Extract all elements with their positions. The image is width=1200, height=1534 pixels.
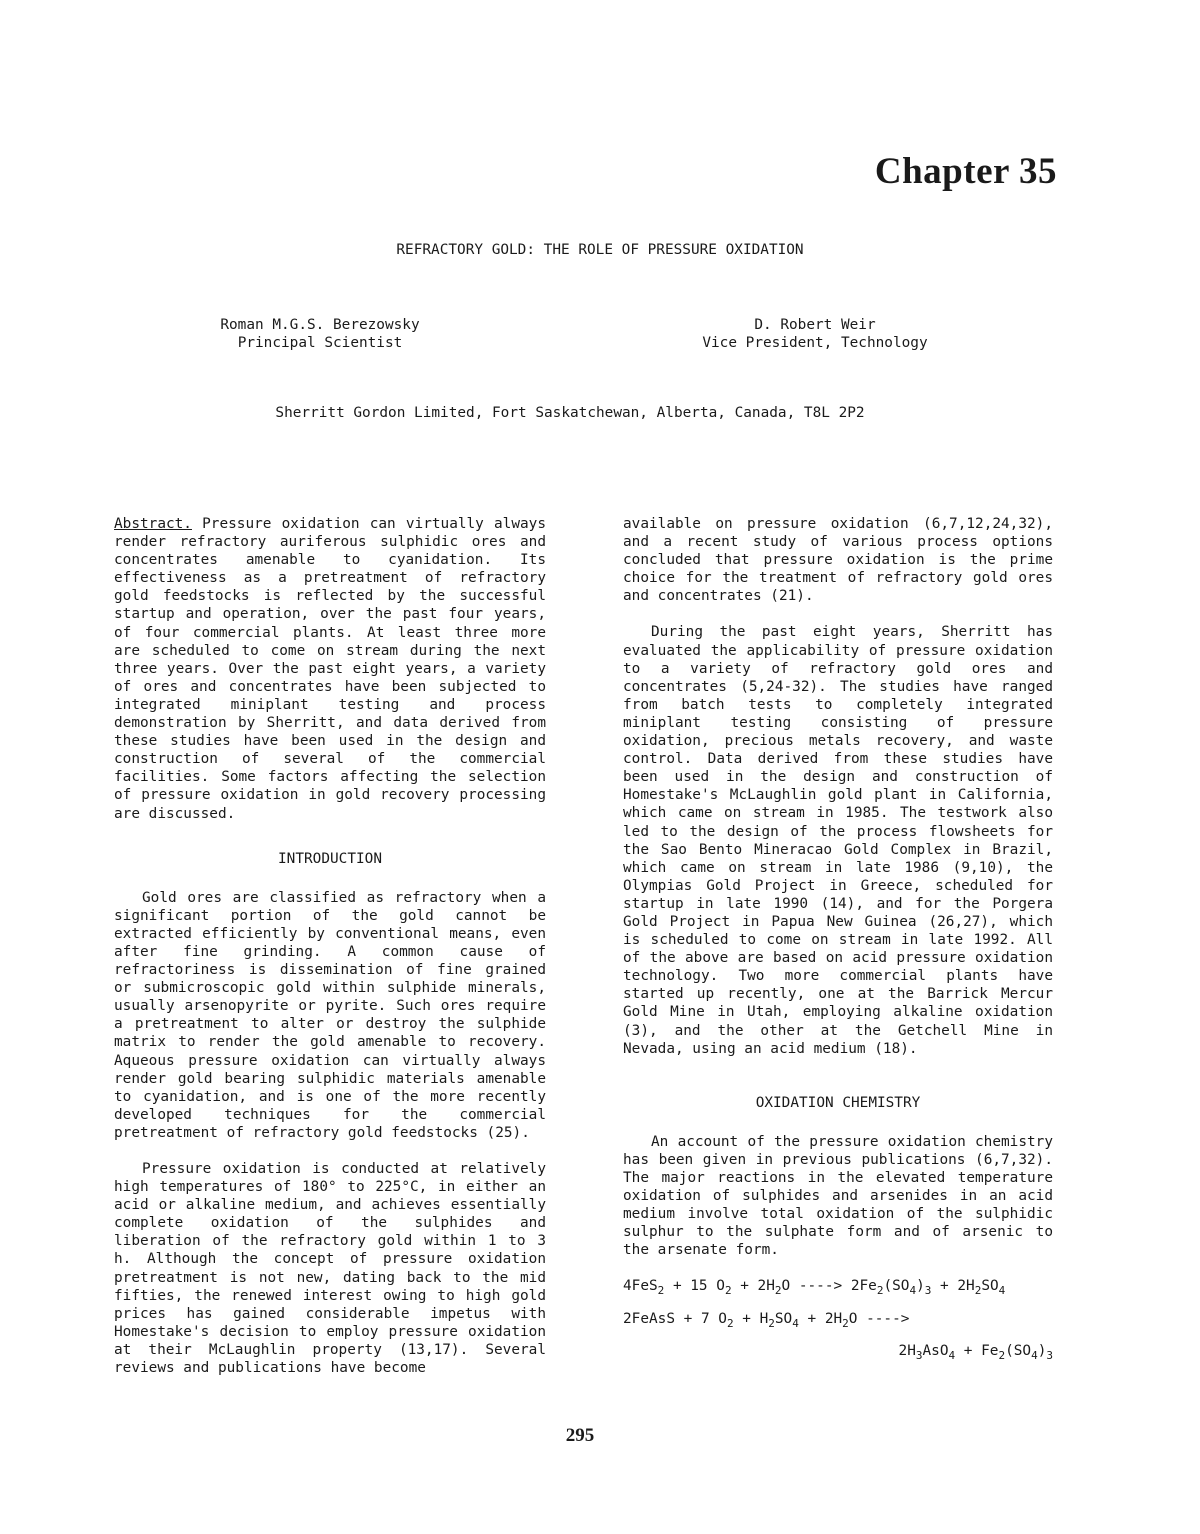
author-name: Roman M.G.S. Berezowsky [220, 317, 420, 333]
section-heading-introduction: INTRODUCTION [278, 850, 382, 867]
page-number: 295 [565, 1425, 595, 1446]
chapter-label: Chapter 35 [874, 151, 1057, 192]
author-role: Principal Scientist [237, 335, 403, 352]
right-column [623, 515, 1053, 1360]
abstract [114, 515, 546, 823]
author-block-1 [190, 316, 450, 352]
paper-title: REFRACTORY GOLD: THE ROLE OF PRESSURE OXIDATION [396, 242, 804, 258]
section-heading-oxidation-chemistry: OXIDATION CHEMISTRY [755, 1094, 921, 1111]
paragraph: During the past eight years, Sherritt has evaluated the applicability of pressure oxidation to a variety of refractory gold ores and concentrates (5,24-32). The studies have ranged from batch tests to completely integrated miniplant testing consisting of pressure oxidation, precious metals recovery, and waste control. Data derived from these studies have been used in the design and construction of Homestake's McLaughlin gold plant in California, which came on stream in 1985. The testwork also led to the design of the process flowsheets for the Sao Bento Mineracao Gold Complex in Brazil, which came on stream in late 1986 (9,10), the Olympias Gold Project in Greece, scheduled for startup in late 1990 (14), and for the Porgera Gold Project in Papua New Guinea (26,27), which is scheduled to come on stream in late 1992. All of the above are based on acid pressure oxidation technology. Two more commercial plants have started up recently, one at the Barrick Mercur Gold Mine in Utah, employing alkaline oxidation (3), and the other at the Getchell Mine in Nevada, using an acid medium (18). [623, 624, 1053, 1057]
author-name: D. Robert Weir [754, 317, 876, 333]
paragraph: Gold ores are classified as refractory when a significant portion of the gold cannot be extracted efficiently by conventional means, even after fine grinding. A common cause of refractoriness is dissemination of fine grained or submicroscopic gold within sulphide minerals, usually arsenopyrite or pyrite. Such ores require a pretreatment to alter or destroy the sulphide matrix to render the gold amenable to recovery. Aqueous pressure oxidation can virtually always render gold bearing sulphidic materials amenable to cyanidation, and is one of the more recently developed techniques for the commercial pretreatment of refractory gold feedstocks (25). [114, 889, 546, 1141]
affiliation: Sherritt Gordon Limited, Fort Saskatchewan, Alberta, Canada, T8L 2P2 [275, 405, 865, 421]
equation-2: 2FeAsS + 7 $O_2 + H_2SO_4 + 2H_2O$ ----> [623, 1310, 910, 1330]
equation-2-products: $2H_3AsO_4 + Fe_2(SO_4)_3$ [898, 1342, 1053, 1362]
left-column [114, 515, 546, 1395]
paragraph: available on pressure oxidation (6,7,12,24,32), and a recent study of various process options concluded that pressure oxidation is the prime choice for the treatment of refractory gold ores and concentrates (21). [623, 516, 1053, 605]
abstract-text: Pressure oxidation can virtually always render refractory auriferous sulphidic ores and concentrates amenable to cyanidation. Its effectiveness as a pretreatment of refractory gold feedstocks is reflected by the successful startup and operation, over the past four years, of four commercial plants. At least three more are scheduled to come on stream during the next three years. Over the past eight years, a variety of ores and concentrates have been subjected to integrated miniplant testing and process demonstration by Sherritt, and data derived from these studies have been used in the design and construction of several of the commercial facilities. Some factors affecting the selection of pressure oxidation in gold recovery processing are discussed. [114, 516, 546, 822]
paragraph: Pressure oxidation is conducted at relatively high temperatures of 180° to 225°C, in either an acid or alkaline medium, and achieves essentially complete oxidation of the sulphides and liberation of the refractory gold within 1 to 3 h. Although the concept of pressure oxidation pretreatment is not new, dating back to the mid fifties, the renewed interest owing to high gold prices has gained considerable impetus with Homestake's decision to employ pressure oxidation at their McLaughlin property (13,17). Several reviews and publications have become [114, 1161, 546, 1377]
abstract-label: Abstract. [114, 516, 192, 532]
equation-1: 4FeS$_2$ + 15 $O_2 + 2H_2O$ ----> $2Fe_2(SO_4)_3 + 2H_2SO_4$ [623, 1278, 1006, 1298]
paragraph: An account of the pressure oxidation chemistry has been given in previous publications (6,7,32). The major reactions in the elevated temperature oxidation of sulphides and arsenides in an acid medium involve total oxidation of the sulphidic sulphur to the sulphate form and of arsenic to the arsenate form. [623, 1133, 1053, 1259]
author-role: Vice President, Technology [702, 335, 928, 352]
author-block-2 [640, 316, 990, 352]
